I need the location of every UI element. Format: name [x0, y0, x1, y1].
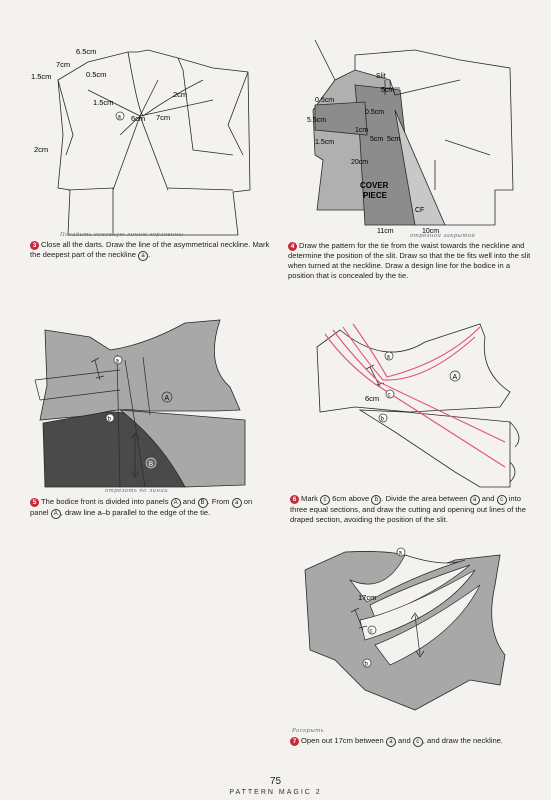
label-1-5cm-mid: 1.5cm [93, 98, 114, 107]
handwritten-note-7: Раскрыть [292, 728, 324, 734]
label-7cm-lower: 7cm [156, 113, 171, 122]
caption-7-ref-a: a [386, 737, 396, 747]
caption-5 [30, 497, 270, 519]
caption-3-text: Close all the darts. Draw the line of the asymmetrical neckline. Mark the deepest part of the neckline [30, 240, 270, 259]
label-1cm: 1cm [355, 127, 369, 134]
point-c-label: c [369, 628, 373, 635]
caption-6-ref-c2: c [497, 495, 507, 505]
label-5cm-top: 5cm [381, 87, 395, 94]
figure-3-diagram [28, 40, 268, 240]
label-1-5cm: 1.5cm [315, 139, 335, 146]
label-6cm: 6cm [365, 394, 380, 403]
caption-6-part-1: Mark [301, 494, 318, 503]
point-a-label: a [386, 354, 390, 361]
caption-6-part-3: . Divide the area between [381, 494, 468, 503]
step-3-badge: 3 [30, 241, 39, 250]
label-17cm: 17cm [358, 593, 377, 602]
figure-4-diagram [285, 40, 525, 240]
label-cf: CF [415, 207, 425, 214]
label-10cm: 10cm [422, 228, 440, 235]
label-1-5cm-top: 1.5cm [31, 72, 52, 81]
handwritten-note-5: отрезать по линии [105, 488, 168, 494]
caption-6-part-4: and [481, 494, 495, 503]
caption-5-ref-line: a–b [97, 508, 111, 517]
step-4-badge: 4 [288, 242, 297, 251]
caption-5-part-2: and [182, 497, 196, 506]
caption-6-ref-a: a [470, 495, 480, 505]
step-6-badge: 6 [290, 495, 299, 504]
label-0-5cm-b: 0.5cm [365, 109, 385, 116]
point-a-label: a [115, 358, 119, 365]
panel-A-label: A [164, 395, 170, 402]
caption-7-part-3: , and draw the neckline. [422, 736, 504, 745]
caption-7-part-1: Open out 17cm between [301, 736, 384, 745]
point-b-label: b [364, 661, 368, 668]
caption-5-part-4: on panel [30, 497, 253, 517]
label-20cm: 20cm [351, 159, 369, 166]
label-piece: PIECE [363, 191, 388, 200]
caption-6-ref-b: b [371, 495, 381, 505]
caption-6-part-5: into three equal sections, and draw the cutting and opening out lines of the draped section, avoiding the position of the slit. [290, 494, 526, 524]
point-a-label: a [398, 550, 402, 557]
caption-7-part-2: and [398, 736, 411, 745]
label-5cm-mid-b: 5cm [387, 136, 401, 143]
step-7-badge: 7 [290, 737, 299, 746]
panel-B-label: B [148, 461, 154, 468]
label-5cm-mid-a: 5cm [370, 136, 384, 143]
caption-6-part-2: 6cm above [332, 494, 370, 503]
figure-5-diagram [25, 315, 270, 495]
caption-3-ref-a: a [138, 251, 148, 261]
page-number: 75 [269, 776, 282, 787]
caption-6-ref-c: c [320, 495, 330, 505]
caption-5-ref-B: B [198, 498, 208, 508]
label-7cm: 7cm [56, 60, 71, 69]
figure-6-diagram [305, 312, 530, 492]
label-slit: Slit [376, 73, 386, 80]
caption-7-ref-c: c [413, 737, 423, 747]
step-5-badge: 5 [30, 498, 39, 507]
point-b-label: b [380, 416, 384, 423]
figure-7-diagram [295, 540, 530, 720]
caption-5-part-1: The bodice front is divided into panels [41, 497, 169, 506]
label-0-5cm-a: 0.5cm [315, 97, 335, 104]
label-0-5cm: 0.5cm [86, 70, 107, 79]
label-2cm-left: 2cm [34, 145, 49, 154]
caption-4 [288, 241, 536, 281]
caption-3: 3 Close all the darts. Draw the line of the asymmetrical neckline. Mark the deepest part of the neckline a . [30, 240, 270, 259]
caption-6 [290, 494, 535, 525]
caption-5-part-5: , draw line [60, 508, 96, 517]
caption-4-text: Draw the pattern for the tie from the waist towards the neckline and determine the position of the slit. Draw so that the tie fits well into the slit when turned at the neckline. Draw a design line for the bodice in a position that is concealed by the tie. [288, 241, 531, 280]
label-cover: COVER [360, 181, 389, 190]
caption-7 [290, 736, 535, 747]
label-6-5cm: 6.5cm [76, 47, 97, 56]
caption-5-ref-a: a [232, 498, 242, 508]
book-title: PATTERN MAGIC 2 [229, 789, 322, 796]
caption-5-ref-A2: A [51, 509, 61, 519]
label-5-5cm: 5.5cm [307, 117, 327, 124]
label-6cm: 6cm [131, 114, 146, 123]
point-b-label: b [107, 416, 111, 423]
panel-A-label: A [452, 374, 458, 381]
label-2cm-right: 2cm [173, 90, 188, 99]
point-c-label: c [387, 392, 391, 399]
caption-5-part-3: . From [207, 497, 230, 506]
handwritten-note-3: Посадить основную линию горловины [60, 232, 184, 238]
point-a-label: a [117, 114, 121, 121]
caption-5-part-6: parallel to the edge of the tie. [112, 508, 211, 517]
handwritten-note-4: отрезной закрытой [410, 233, 476, 239]
caption-5-ref-A: A [171, 498, 181, 508]
label-11cm: 11cm [377, 228, 394, 235]
